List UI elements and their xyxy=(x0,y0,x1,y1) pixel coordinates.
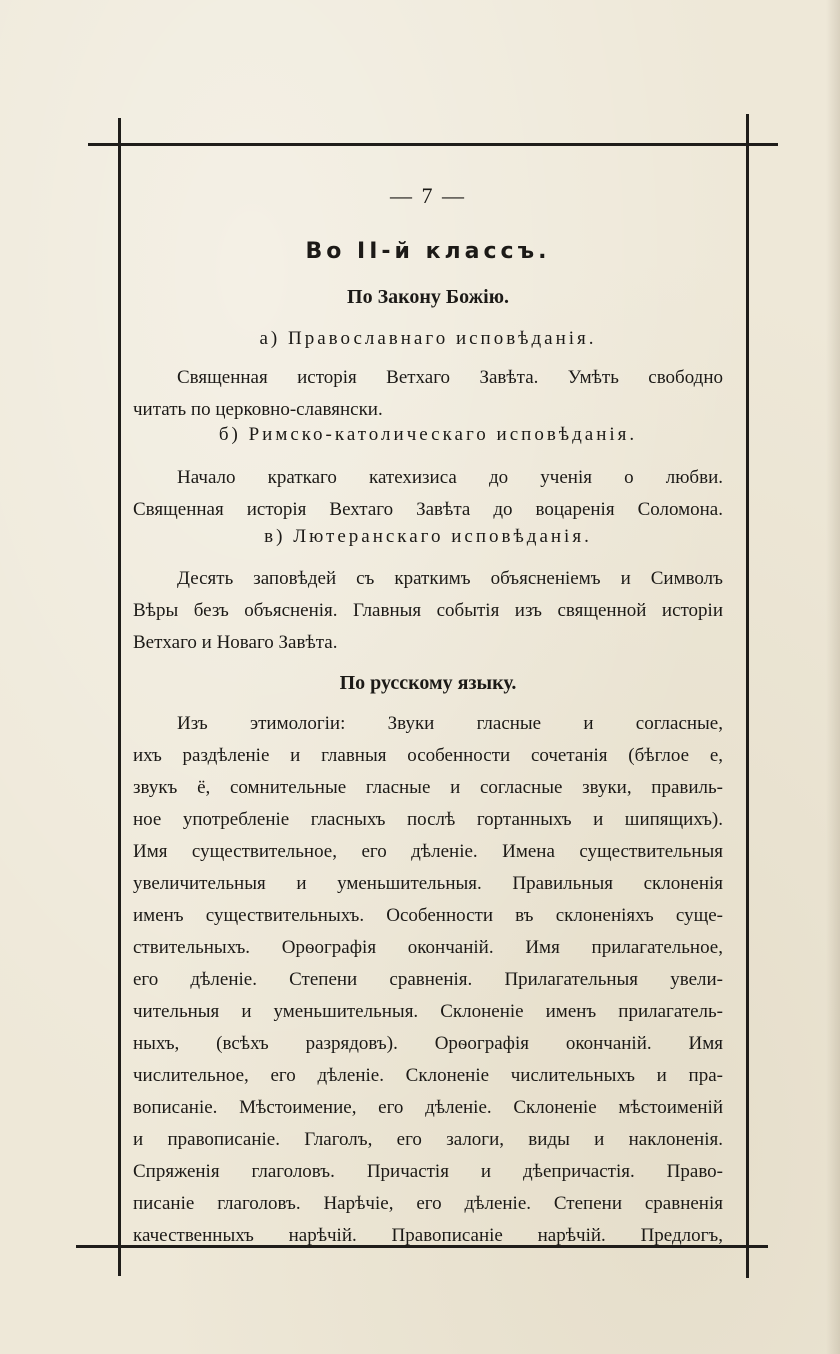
text-line: писаніе глаголовъ. Нарѣчіе, его дѣленіе. Степени сравненія xyxy=(133,1193,723,1214)
text-line: ствительныхъ. Орѳографія окончаній. Имя прилагательное, xyxy=(133,937,723,958)
frame-right-rule xyxy=(746,114,749,1278)
frame-top-rule xyxy=(88,143,778,146)
catholic-subsection-label: б) Римско-католическаго исповѣданія. xyxy=(218,424,638,445)
text-line: ихъ раздѣленіе и главныя особенности сочетанія (бѣглое е, xyxy=(133,745,723,766)
text-line: ныхъ, (всѣхъ разрядовъ). Орѳографія окончаній. Имя xyxy=(133,1033,723,1054)
text-line: чительныя и уменьшительныя. Склоненіе именъ прилагатель- xyxy=(133,1001,723,1022)
text-line: читать по церковно-славянски. xyxy=(133,399,383,420)
frame-left-rule xyxy=(118,118,121,1276)
text-line: и правописаніе. Глаголъ, его залоги, виды и наклоненія. xyxy=(133,1129,723,1150)
lutheran-subsection-label: в) Лютеранскаго исповѣданія. xyxy=(264,526,592,547)
text-line: Десять заповѣдей съ краткимъ объясненіемъ и Символъ xyxy=(177,568,723,589)
text-line: Начало краткаго катехизиса до ученія о любви. xyxy=(177,467,723,488)
text-line: его дѣленіе. Степени сравненія. Прилагательныя увели- xyxy=(133,969,723,990)
orthodox-subsection-label: а) Православнаго исповѣданія. xyxy=(259,328,597,349)
orthodox-paragraph xyxy=(133,362,723,426)
text-line: звукъ ё, сомнительные гласные и согласные звуки, правиль- xyxy=(133,777,723,798)
text-line: качественныхъ нарѣчій. Правописаніе нарѣчій. Предлогъ, xyxy=(133,1225,723,1246)
text-line: Священная исторія Ветхаго Завѣта. Умѣть свободно xyxy=(177,367,723,388)
law-of-god-heading: По Закону Божію. xyxy=(347,286,509,308)
page-edge-shadow xyxy=(826,0,840,1354)
text-line: Ветхаго и Новаго Завѣта. xyxy=(133,632,338,653)
text-line: Спряженія глаголовъ. Причастія и дѣепричастія. Право- xyxy=(133,1161,723,1182)
class-heading: Во II-й классъ. xyxy=(305,239,551,264)
text-line: числительное, его дѣленіе. Склоненіе числительныхъ и пра- xyxy=(133,1065,723,1086)
russian-language-heading: По русскому языку. xyxy=(339,672,517,694)
text-line: именъ существительныхъ. Особенности въ склоненіяхъ суще- xyxy=(133,905,723,926)
text-line: Изъ этимологіи: Звуки гласные и согласные, xyxy=(177,713,723,734)
text-line: вописаніе. Мѣстоимение, его дѣленіе. Склоненіе мѣстоименій xyxy=(133,1097,723,1118)
text-line: Священная исторія Вехтаго Завѣта до воцаренія Соломона. xyxy=(133,499,723,520)
catholic-paragraph xyxy=(133,462,723,526)
russian-paragraph xyxy=(133,708,723,1252)
lutheran-paragraph xyxy=(133,563,723,659)
text-line: Вѣры безъ объясненія. Главныя событія изъ священной исторіи xyxy=(133,600,723,621)
text-line: Имя существительное, его дѣленіе. Имена существительныя xyxy=(133,841,723,862)
text-line: ное употребленіе гласныхъ послѣ гортанныхъ и шипящихъ). xyxy=(133,809,723,830)
page-number: — 7 — xyxy=(390,183,466,208)
text-line: увеличительныя и уменьшительныя. Правильныя склоненія xyxy=(133,873,723,894)
